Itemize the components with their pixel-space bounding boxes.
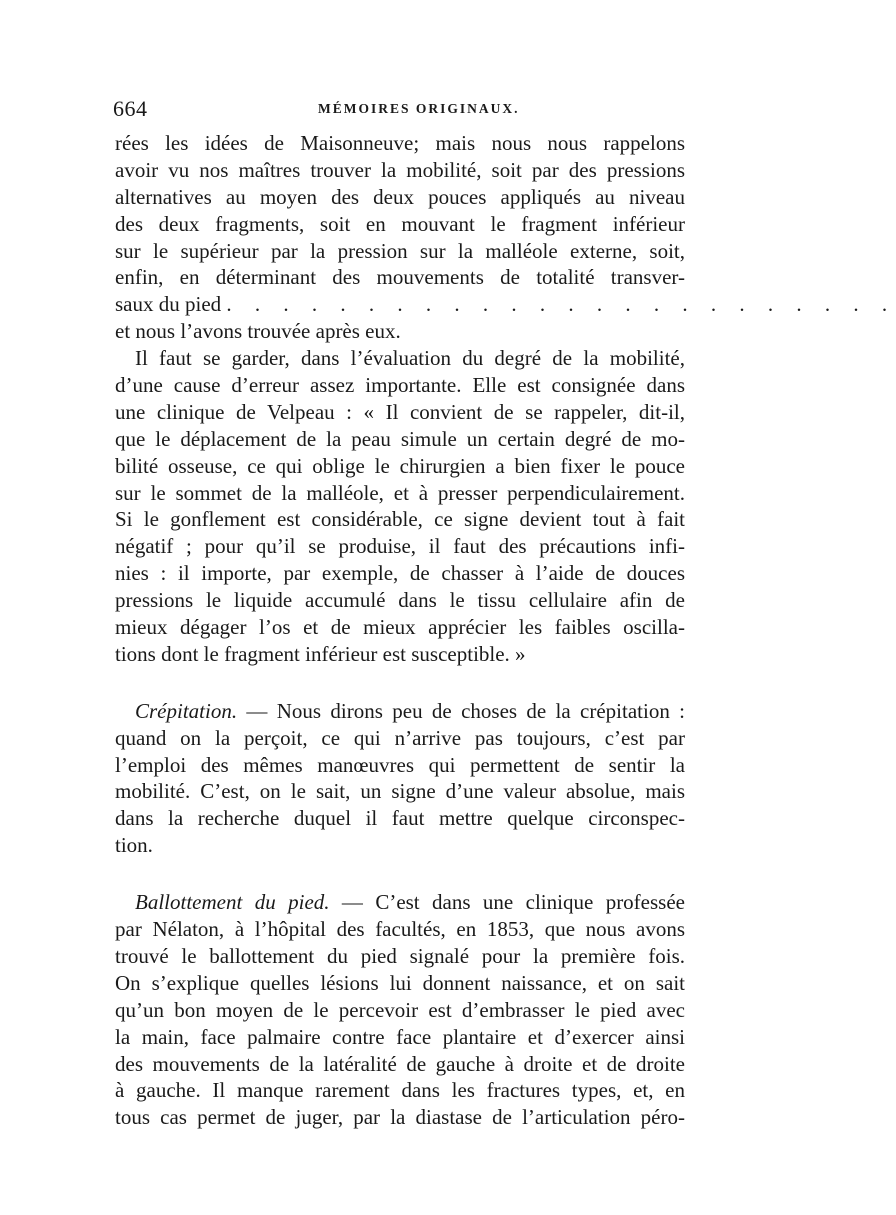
text-line: alternatives au moyen des deux pouces appliqués au niveau (115, 184, 685, 209)
text-line: pressions le liquide accumulé dans le tissu cellulaire afin de (115, 588, 685, 613)
page-number: 664 (113, 96, 148, 121)
section-gap (115, 668, 685, 698)
text-line: par Nélaton, à l’hôpital des facultés, en 1853, que nous avons (115, 917, 685, 942)
text-line: avoir vu nos maîtres trouver la mobilité, soit par des pressions (115, 157, 685, 182)
text-line: que le déplacement de la peau simule un certain degré de mo- (115, 426, 685, 451)
text-line: une clinique de Velpeau : « Il convient de se rappeler, dit-il, (115, 399, 685, 424)
text-line: trouvé le ballottement du pied signalé pour la première fois. (115, 943, 685, 968)
text-line: quand on la perçoit, ce qui n’arrive pas toujours, c’est par (115, 725, 685, 750)
page-body (115, 130, 896, 1131)
text-line: Il faut se garder, dans l’évaluation du degré de la mobilité, (135, 346, 685, 371)
text-line: et nous l’avons trouvée après eux. (115, 319, 401, 344)
text-line: négatif ; pour qu’il se produise, il faut des précautions infi- (115, 534, 685, 559)
text-line: dans la recherche duquel il faut mettre quelque circonspec- (115, 806, 685, 831)
text-line: tous cas permet de juger, par la diastase de l’articulation péro- (115, 1105, 685, 1130)
section-first-line-text: — C’est dans une clinique professée (329, 890, 685, 915)
section-first-line (115, 698, 685, 725)
page-header (113, 96, 683, 126)
text-line: des mouvements de la latéralité de gauche à droite et de droite (115, 1051, 685, 1076)
text-line: sur le supérieur par la pression sur la malléole externe, soit, (115, 238, 685, 263)
section-heading-ballottement: Ballottement du pied. (135, 890, 330, 915)
text-line: On s’explique quelles lésions lui donnent naissance, et on sait (115, 970, 685, 995)
text-line: mieux dégager l’os et de mieux apprécier les faibles oscilla- (115, 615, 685, 640)
running-head: MÉMOIRES ORIGINAUX. (318, 101, 520, 116)
section-heading-crepitation: Crépitation. (135, 698, 238, 723)
dot-leader: . . . . . . . . . . . . . . . . . . . . . . . . (226, 292, 896, 317)
text-line: tion. (115, 833, 153, 858)
text-line: à gauche. Il manque rarement dans les fractures types, et, en (115, 1078, 685, 1103)
text-line: la main, face palmaire contre face plantaire et d’exercer ainsi (115, 1024, 685, 1049)
text-line: sur le sommet de la malléole, et à presser perpendiculairement. (115, 480, 685, 505)
text-line: d’une cause d’erreur assez importante. Elle est consignée dans (115, 373, 685, 398)
text-line: bilité osseuse, ce qui oblige le chirurgien a bien fixer le pouce (115, 453, 685, 478)
section-gap (115, 859, 685, 889)
text-line: qu’un bon moyen de le percevoir est d’embrasser le pied avec (115, 997, 685, 1022)
text-line: des deux fragments, soit en mouvant le fragment inférieur (115, 211, 685, 236)
section-first-line (115, 889, 685, 916)
text-line: mobilité. C’est, on le sait, un signe d’une valeur absolue, mais (115, 779, 685, 804)
text-line: nies : il importe, par exemple, de chasser à l’aide de douces (115, 561, 685, 586)
text-line: rées les idées de Maisonneuve; mais nous nous rappelons (115, 131, 685, 155)
dotted-line-text: saux du pied (115, 292, 222, 317)
text-line: tions dont le fragment inférieur est susceptible. » (115, 641, 526, 666)
dotted-leader-line (115, 291, 896, 318)
section-first-line-text: — Nous dirons peu de choses de la crépitation : (237, 698, 685, 723)
text-line: l’emploi des mêmes manœuvres qui permettent de sentir la (115, 752, 685, 777)
text-line: enfin, en déterminant des mouvements de totalité transver- (115, 265, 685, 290)
text-line: Si le gonflement est considérable, ce signe devient tout à fait (115, 507, 685, 532)
